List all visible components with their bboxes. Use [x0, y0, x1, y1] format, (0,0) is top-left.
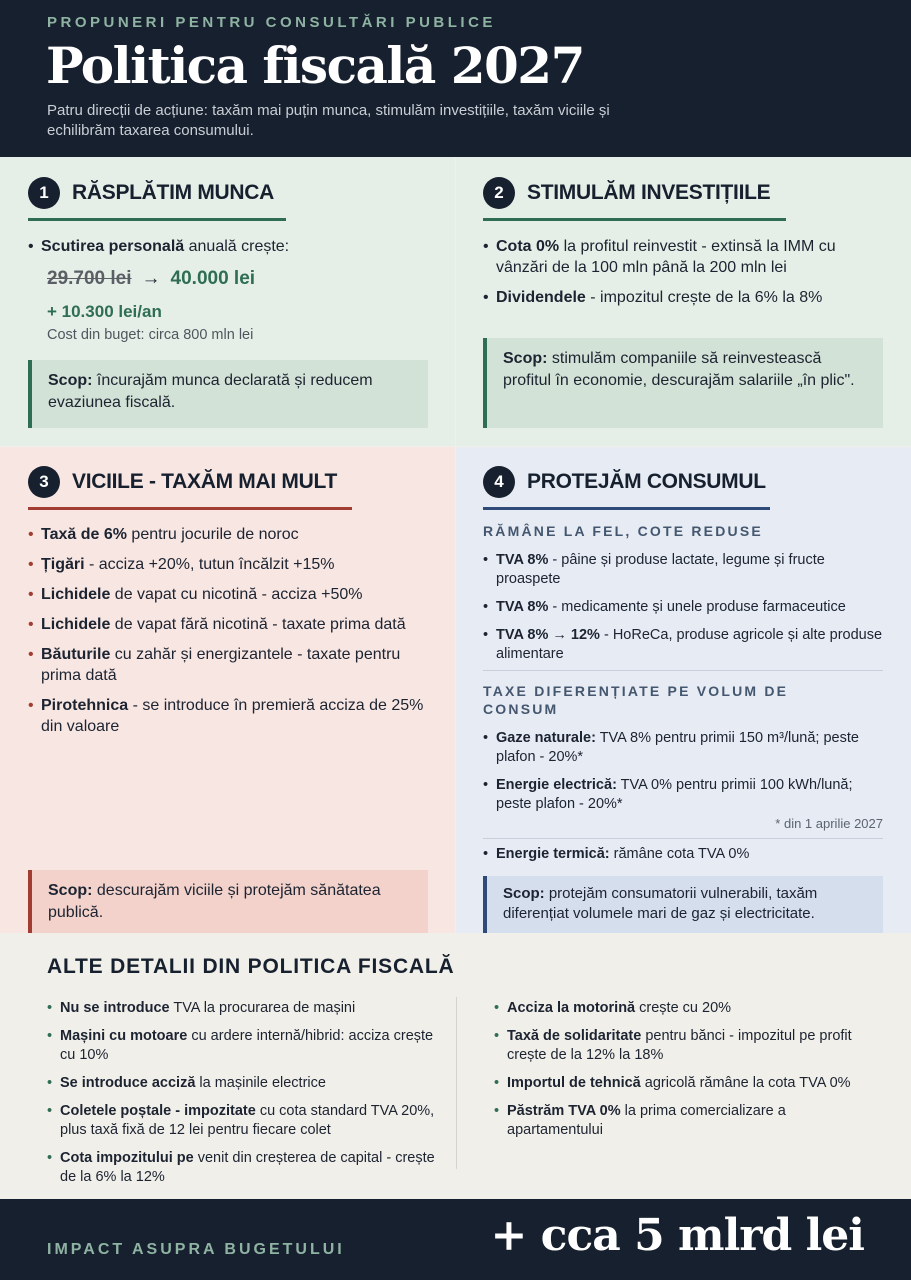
budget-cost: Cost din buget: circa 800 mln lei [47, 327, 254, 343]
list-item: • Importul de tehnică agricolă rămâne la cota TVA 0% [494, 1074, 869, 1093]
other-details-right-list [494, 999, 869, 1149]
section-1-number: 1 [28, 177, 60, 209]
section-4-underline [483, 507, 770, 510]
section-1-title: RĂSPLĂTIM MUNCA [72, 181, 274, 204]
section-2-heading [483, 177, 770, 209]
section-3-title: VICIILE - TAXĂM MAI MULT [72, 470, 337, 493]
section-2-list [483, 236, 888, 317]
divider [483, 838, 883, 839]
section-3-heading [28, 466, 337, 498]
section-2-underline [483, 218, 786, 221]
allowance-change [47, 268, 255, 290]
thermal-energy-list [483, 845, 888, 873]
section-1-list [28, 236, 428, 266]
section-4-scope: Scop: protejăm consumatorii vulnerabili, taxăm diferențiat volumele mari de gaz și electricitate. [483, 876, 883, 933]
list-item: • Scutirea personală anuală crește: [28, 236, 428, 257]
section-1-heading [28, 177, 274, 209]
kicker: PROPUNERI PENTRU CONSULTĂRI PUBLICE [47, 14, 496, 31]
section-3-list [28, 524, 433, 746]
list-item: • Cota impozitului pe venit din creșterea de capital - crește de la 6% la 12% [47, 1149, 442, 1187]
footnote: * din 1 aprilie 2027 [775, 816, 883, 831]
other-details-left-list [47, 999, 442, 1196]
other-details-title: ALTE DETALII DIN POLITICA FISCALĂ [47, 955, 455, 978]
section-4-heading [483, 466, 766, 498]
list-item: • Băuturile cu zahăr și energizantele - taxate pentru prima dată [28, 644, 433, 686]
list-item: • Lichidele de vapat cu nicotină - acciza +50% [28, 584, 433, 605]
subhead-reduced-rates: RĂMÂNE LA FEL, COTE REDUSE [483, 523, 763, 539]
section-2-scope: Scop: stimulăm companiile să reinvestească profitul în economie, descurajăm salariile „în plic". [483, 338, 883, 428]
page-subtitle: Patru direcții de acțiune: taxăm mai puțin munca, stimulăm investițiile, taxăm viciile și echilibrăm taxarea consumului. [47, 102, 610, 139]
section-1-scope: Scop: încurajăm munca declarată și reducem evaziunea fiscală. [28, 360, 428, 428]
list-item: • Energie termică: rămâne cota TVA 0% [483, 845, 888, 864]
section-2-title: STIMULĂM INVESTIȚIILE [527, 181, 771, 204]
section-2-number: 2 [483, 177, 515, 209]
list-item: • TVA 8% - medicamente și unele produse farmaceutice [483, 598, 888, 617]
list-item: • TVA 8% - pâine și produse lactate, legume și fructe proaspete [483, 551, 888, 589]
list-item: • Se introduce acciză la mașinile electrice [47, 1074, 442, 1093]
budget-impact-label: IMPACT ASUPRA BUGETULUI [47, 1241, 345, 1258]
section-4-title: PROTEJĂM CONSUMUL [527, 470, 766, 493]
list-item: • Dividendele - impozitul crește de la 6% la 8% [483, 287, 888, 308]
section-3-underline [28, 507, 352, 510]
old-value: 29.700 lei [47, 268, 132, 289]
list-item: • Țigări - acciza +20%, tutun încălzit +15% [28, 554, 433, 575]
list-item: • Acciza la motorină crește cu 20% [494, 999, 869, 1018]
section-3-number: 3 [28, 466, 60, 498]
section-3-scope: Scop: descurajăm viciile și protejăm sănătatea publică. [28, 870, 428, 933]
list-item: • Taxă de solidaritate pentru bănci - impozitul pe profit crește de la 12% la 18% [494, 1027, 869, 1065]
subhead-volume-taxes: TAXE DIFERENȚIATE PE VOLUM DE CONSUM [483, 683, 789, 717]
list-item: • Gaze naturale: TVA 8% pentru primii 150 m³/lună; peste plafon - 20%* [483, 729, 888, 767]
section-4-number: 4 [483, 466, 515, 498]
list-item: • Mașini cu motoare cu ardere internă/hibrid: acciza crește cu 10% [47, 1027, 442, 1065]
list-item: • Cota 0% la profitul reinvestit - extinsă la IMM cu vânzări de la 100 mln până la 200 mln lei [483, 236, 888, 278]
list-item: • Nu se introduce TVA la procurarea de mașini [47, 999, 442, 1018]
column-divider [456, 997, 457, 1169]
page-title: Politica fiscală 2027 [46, 36, 584, 95]
new-value: 40.000 lei [170, 268, 256, 289]
arrow-icon: → [141, 268, 161, 289]
list-item: • TVA 8% → 12% - HoReCa, produse agricole și alte produse alimentare [483, 626, 888, 664]
budget-impact-value: + cca 5 mlrd lei [490, 1210, 864, 1261]
list-item: • Taxă de 6% pentru jocurile de noroc [28, 524, 433, 545]
section-1-underline [28, 218, 286, 221]
list-item: • Coletele poștale - impozitate cu cota standard TVA 20%, plus taxă fixă de 12 lei pentru fiecare colet [47, 1102, 442, 1140]
list-item: • Energie electrică: TVA 0% pentru primii 100 kWh/lună; peste plafon - 20%* [483, 776, 888, 814]
list-item: • Lichidele de vapat fără nicotină - taxate prima dată [28, 614, 433, 635]
list-item: • Pirotehnica - se introduce în premieră acciza de 25% din valoare [28, 695, 433, 737]
volume-taxes-list [483, 729, 888, 823]
divider [483, 670, 883, 671]
list-item: • Păstrăm TVA 0% la prima comercializare a apartamentului [494, 1102, 869, 1140]
gain-value: + 10.300 lei/an [47, 302, 162, 321]
reduced-rates-list [483, 551, 888, 673]
